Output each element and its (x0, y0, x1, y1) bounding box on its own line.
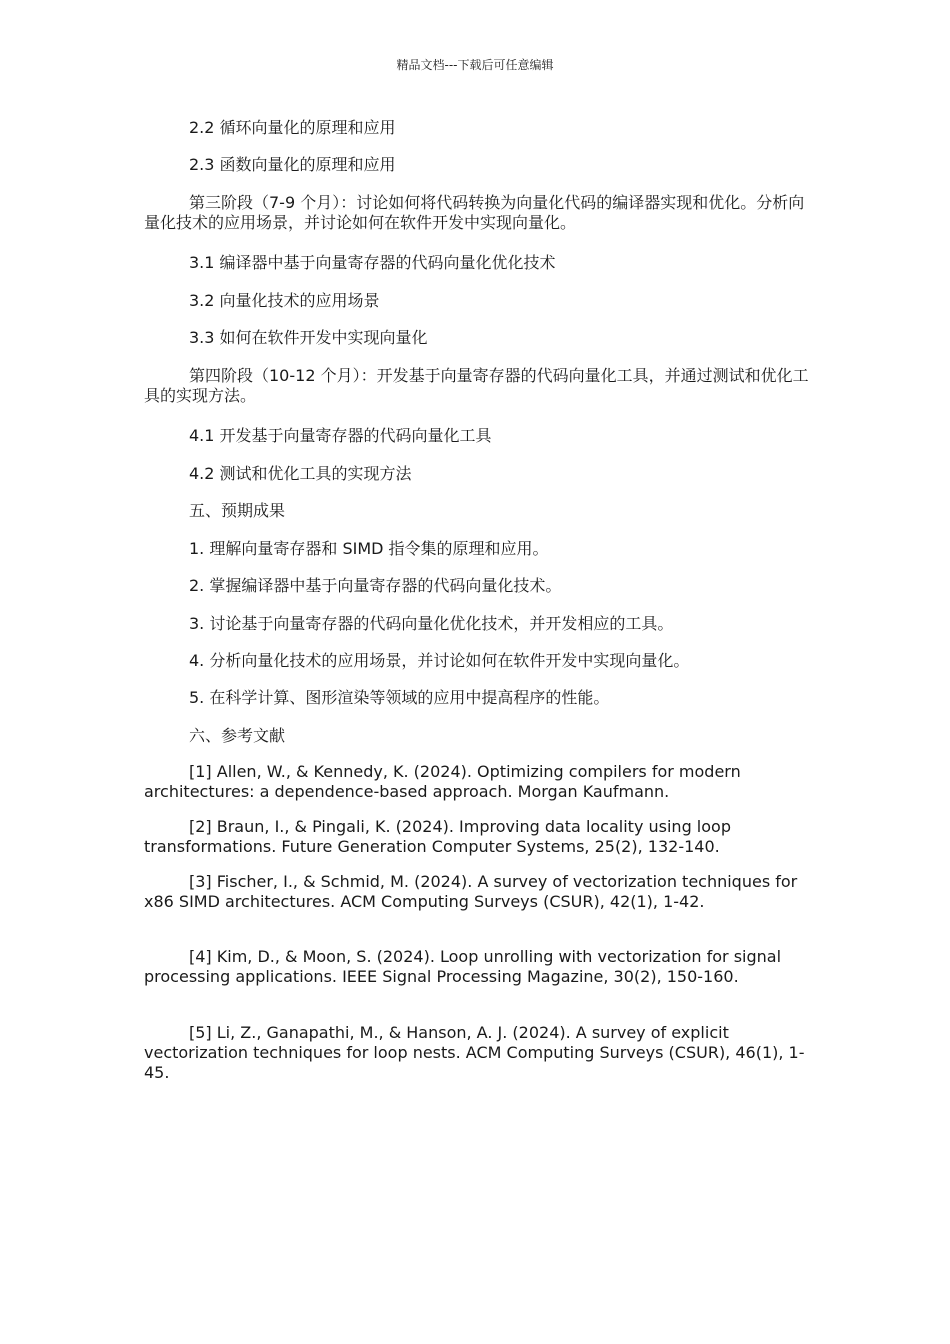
result-item-5: 5. 在科学计算、图形渲染等领域的应用中提高程序的性能。 (189, 688, 610, 707)
section-4-2: 4.2 测试和优化工具的实现方法 (189, 464, 412, 483)
phase-four-paragraph: 第四阶段（10-12 个月）：开发基于向量寄存器的代码向量化工具，并通过测试和优化工具的实现方法。 (144, 366, 809, 405)
section-2-3: 2.3 函数向量化的原理和应用 (189, 155, 396, 174)
heading-references: 六、参考文献 (189, 726, 286, 745)
section-3-2: 3.2 向量化技术的应用场景 (189, 291, 380, 310)
reference-item-1: [1] Allen, W., & Kennedy, K. (2024). Optimizing compilers for modern architectures: a dependence-based approach. Morgan Kaufmann. (144, 762, 741, 801)
result-item-1: 1. 理解向量寄存器和 SIMD 指令集的原理和应用。 (189, 539, 549, 558)
section-2-2: 2.2 循环向量化的原理和应用 (189, 118, 396, 137)
result-item-4: 4. 分析向量化技术的应用场景，并讨论如何在软件开发中实现向量化。 (189, 651, 690, 670)
heading-expected-results: 五、预期成果 (189, 501, 286, 520)
result-item-3: 3. 讨论基于向量寄存器的代码向量化优化技术，并开发相应的工具。 (189, 614, 674, 633)
reference-item-5: [5] Li, Z., Ganapathi, M., & Hanson, A. J. (2024). A survey of explicit vectorization techniques for loop nests. ACM Computing Surveys (CSUR), 46(1), 1-45. (144, 1023, 805, 1082)
result-item-2: 2. 掌握编译器中基于向量寄存器的代码向量化技术。 (189, 576, 562, 595)
phase-three-paragraph: 第三阶段（7-9 个月）：讨论如何将代码转换为向量化代码的编译器实现和优化。分析向量化技术的应用场景，并讨论如何在软件开发中实现向量化。 (144, 193, 805, 232)
section-3-3: 3.3 如何在软件开发中实现向量化 (189, 328, 428, 347)
reference-item-4: [4] Kim, D., & Moon, S. (2024). Loop unrolling with vectorization for signal processing applications. IEEE Signal Processing Magazine, 30(2), 150-160. (144, 947, 782, 986)
reference-item-3: [3] Fischer, I., & Schmid, M. (2024). A survey of vectorization techniques for x86 SIMD architectures. ACM Computing Surveys (CSUR), 42(1), 1-42. (144, 872, 798, 911)
reference-item-2: [2] Braun, I., & Pingali, K. (2024). Improving data locality using loop transformations. Future Generation Computer Systems, 25(2), 132-140. (144, 817, 731, 856)
section-4-1: 4.1 开发基于向量寄存器的代码向量化工具 (189, 426, 492, 445)
section-3-1: 3.1 编译器中基于向量寄存器的代码向量化优化技术 (189, 253, 556, 272)
page-header: 精品文档---下载后可任意编辑 (396, 58, 554, 72)
